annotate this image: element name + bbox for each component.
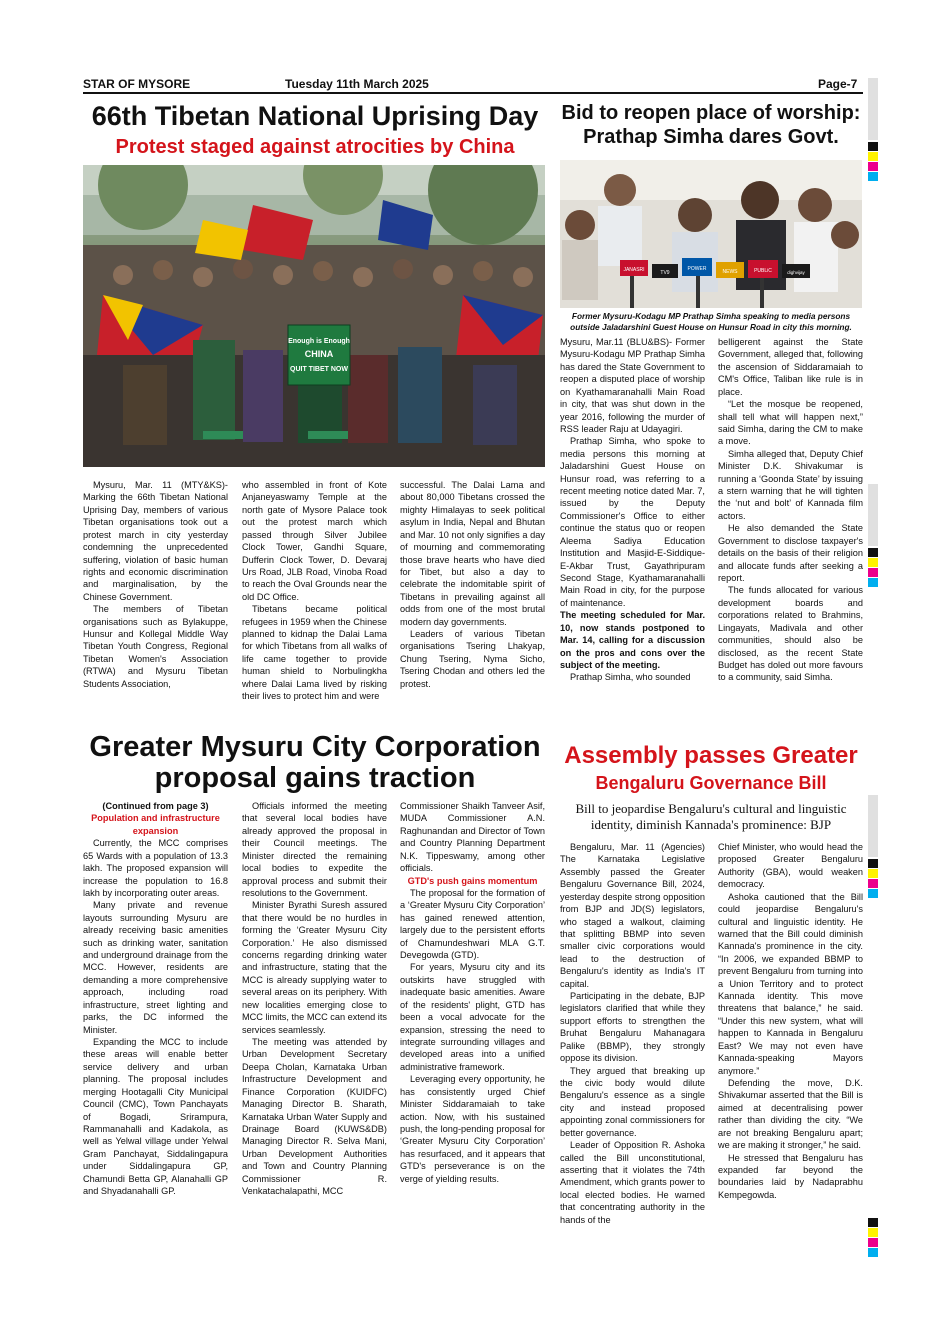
bengaluru-col2-p1: Chief Minister, who would head the proposed Greater Bengaluru Authority (GBA), would weaken democracy.: [718, 842, 863, 890]
bengaluru-column-2: [718, 841, 863, 1201]
worship-headline-line2: Prathap Simha dares Govt.: [583, 126, 839, 148]
worship-col1-p4: Prathap Simha, who sounded: [570, 672, 691, 683]
registration-magenta-3: [868, 879, 878, 888]
mcc-col1-p3: Expanding the MCC to include these areas will enable better service delivery and urban planning. The proposal includes merging Hootagalli City Municipal Council (CMC), Town Panchayats of Bogadi, Srirampura, Rammanahalli and Kadakola, as well as Yelwal village under Yelwal Gram Panchayat, Siddalingapura under Siddalingapura GP, Chamundi Betta GP, Alanahalli GP and Shyadanahalli GP.: [83, 1037, 228, 1197]
tibet-protest-photo: [83, 165, 545, 467]
worship-column-1: [560, 336, 705, 684]
registration-magenta-4: [868, 1238, 878, 1247]
print-margin-bar-3: [868, 795, 878, 857]
bengaluru-col1-p3: They argued that breaking up the civic body would dilute Bengaluru's essence as a single city and instead proposed appointing zonal commissioners for better governance.: [560, 1065, 705, 1138]
worship-col2-p3: Simha alleged that, Deputy Chief Minister D.K. Shivakumar is running a ‘Goonda State’ by issuing a stern warning that he will tighten the ‘nut and bolt’ of Kannada film actors.: [718, 448, 863, 521]
mcc-subhead-gtd: GTD's push gains momentum: [407, 875, 538, 886]
tibet-col2-p2: Tibetans became political refugees in 1959 when the Chinese planned to kidnap the Dalai Lama for which Tibetans from all walks of life came together to provide human shield to Norbulingkha where Dalai Lama lived by risking their lives to protect him and were: [242, 604, 387, 702]
tibet-col3-p2: Leaders of various Tibetan organisations Tsering Lhakyap, Chung Tsering, Nyma Sicho, Tsering Chodan and others led the protest.: [400, 629, 545, 689]
bengaluru-subhead: Bengaluru Governance Bill: [595, 773, 827, 793]
registration-yellow-4: [868, 1228, 878, 1237]
bengaluru-column-1: [560, 841, 705, 1226]
simha-media-photo: [560, 160, 862, 308]
mcc-col2-p2: Minister Byrathi Suresh assured that there would be no hurdles in forming the ‘Greater Mysuru City Corporation.’ He also dismissed concerns regarding drinking water and infrastructure, stating that the MCC is already supplying water to several areas on its periphery. With new localities emerging close to MCC limits, the MCC can extend its services seamlessly.: [242, 900, 387, 1035]
mcc-col3-p2: The proposal for the formation of a ‘Greater Mysuru City Corporation’ has gained renewed attention, largely due to the persistent efforts of Chamundeshwari MLA G.T. Devegowda (GTD).: [400, 887, 545, 961]
tibet-col2-p1: who assembled in front of Kote Anjaneyaswamy Temple at the north gate of Mysore Palace took out the protest march which passed through Silver Jubilee Clock Tower, Gandhi Square, Dufferin Clock Tower, D. Devaraj Urs Road, JLB Road, Vinoba Road to reach the Oval Grounds near the old DC Office.: [242, 480, 387, 602]
worship-col1-p3: The meeting scheduled for Mar. 10, now stands postponed to Mar. 14, calling for a discussion on the pros and cons over the subject of the meeting.: [560, 610, 705, 670]
mcc-col1-p1: Currently, the MCC comprises 65 Wards with a population of 13.3 lakh. The proposed expansion will increase the population to 16.8 lakh by incorporating outer areas.: [83, 838, 228, 898]
bengaluru-col1-p4: Leader of Opposition R. Ashoka called the Bill unconstitutional, asserting that it violates the 74th Amendment, which grants power to local elected bodies. He warned that concentrating authority in the hands of the: [560, 1140, 705, 1225]
registration-cyan-1: [868, 172, 878, 181]
worship-col1-p1: Mysuru, Mar.11 (BLU&BS)- Former Mysuru-Kodagu MP Prathap Simha has dared the State Government to reopen a disputed place of worship on Kyathamaranahalli Main Road in city, that was shut down in the year 2016, following the murder of RSS leader Raju at Udayagiri.: [560, 337, 705, 434]
registration-magenta-2: [868, 568, 878, 577]
masthead-paper: STAR OF MYSORE: [83, 77, 191, 91]
mcc-column-2: [242, 800, 387, 1198]
registration-cyan-2: [868, 578, 878, 587]
tibet-column-1: [83, 479, 228, 690]
tibet-col1-p1: Mysuru, Mar. 11 (MTY&KS)- Marking the 66th Tibetan National Uprising Day, members of various Tibetan organisations took out a protest march in city yesterday condemning the unprecedented suffering, violation of basic human rights and economic discrimination and marginalisation, by the Chinese Government.: [83, 480, 228, 602]
masthead-rule: [83, 92, 863, 94]
registration-yellow-1: [868, 152, 878, 161]
media-scrum-illustration: [560, 160, 862, 308]
mcc-headline-line2: proposal gains traction: [154, 762, 476, 794]
registration-black-3: [868, 859, 878, 868]
print-margin-bar-1: [868, 78, 878, 140]
tibet-column-3: [400, 479, 545, 690]
registration-yellow-3: [868, 869, 878, 878]
bengaluru-col2-p4: He stressed that Bengaluru has expanded far beyond the boundaries laid by Nadaprabhu Kempegowda.: [718, 1152, 863, 1200]
tibet-protest-illustration: [83, 165, 545, 467]
bengaluru-headline: Assembly passes Greater: [564, 742, 858, 769]
mcc-subhead-population: Population and infrastructure expansion: [91, 813, 220, 836]
placard-line-2: CHINA: [304, 349, 334, 359]
mic-label-4: NEWS: [722, 269, 738, 275]
mcc-continued-note: (Continued from page 3): [102, 801, 209, 811]
mic-label-2: TV9: [660, 270, 670, 276]
registration-yellow-2: [868, 558, 878, 567]
placard-line-3: QUIT TIBET NOW: [290, 366, 348, 373]
mcc-col2-p1: Officials informed the meeting that several local bodies have already approved the proposal in their Council meetings. The Minister directed the remaining local bodies to expedite the approval process and submit their resolutions to the Government.: [242, 801, 387, 898]
registration-cyan-4: [868, 1248, 878, 1257]
mcc-col1-p2: Many private and revenue layouts surrounding Mysuru are already receiving basic amenities such as drinking water, sanitation and underground drainage from the MCC. However, residents are demanding a more comprehensive approach, including road infrastructure, street lighting and parks, the DC informed the Minister.: [83, 900, 228, 1035]
simha-photo-caption: Former Mysuru-Kodagu MP Prathap Simha speaking to media persons outside Jaladarshini Guest House on Hunsur Road in city this morning.: [570, 311, 852, 332]
registration-magenta-1: [868, 162, 878, 171]
mic-label-3: POWER: [687, 266, 707, 272]
mic-label-5: PUBLiC: [754, 268, 772, 274]
registration-black-1: [868, 142, 878, 151]
mcc-col3-p4: Leveraging every opportunity, he has consistently urged Chief Minister Siddaramaiah to take action. Now, with his sustained push, the long-pending proposal for ‘Greater Mysuru City Corporation’ has resurfaced, and it appears that GTD's perseverance is on the verge of yielding results.: [400, 1074, 545, 1184]
bengaluru-col2-p3: Defending the move, D.K. Shivakumar asserted that the Bill is aimed at decentralising power rather than dividing the city. “We are not breaking Bengaluru apart; we are making it stronger,” he said.: [718, 1078, 863, 1151]
worship-col2-p2: “Let the mosque be reopened, shall tell what will happen next,” said Simha, daring the CM to make a move.: [718, 399, 863, 447]
tibet-column-2: [242, 479, 387, 703]
mcc-col3-p3: For years, Mysuru city and its outskirts have struggled with inadequate basic amenities. Aware of the residents' plight, GTD has been a vocal advocate for the expansion, stressing the need to integrate surrounding villages and developed areas into a unified administrative framework.: [400, 962, 545, 1072]
mcc-col2-p3: The meeting was attended by Urban Development Secretary Deepa Cholan, Karnataka Urban Infrastructure Development and Finance Corporation (KUIDFC) Managing Director B. Sharath, Karnataka Urban Water Supply and Drainage Board (KUWS&DB) Managing Director R. Selva Mani, Urban Development Authorities and Town and Country Planning Commissioner R. Venkatachalapathi, MCC: [242, 1037, 387, 1197]
mcc-headline-line1: Greater Mysuru City Corporation: [89, 731, 541, 763]
masthead-page: Page-7: [818, 77, 858, 91]
bengaluru-col1-p2: Participating in the debate, BJP legislators clarified that while they support efforts to strengthen the Bruhat Bengaluru Mahanagara Palike (BBMP), they strongly oppose its division.: [560, 991, 705, 1064]
registration-cyan-3: [868, 889, 878, 898]
worship-col2-p5: The funds allocated for various development boards and corporations related to Brahmins, Lingayats, Madivala and other communities, should also be disclosed, as the recent State Budget has doled out more favours to a community, said Simha.: [718, 585, 863, 683]
bengaluru-deck: Bill to jeopardise Bengaluru's cultural and linguistic identity, diminish Kannada's prominence: BJP: [575, 801, 847, 833]
tibet-subhead: Protest staged against atrocities by China: [115, 136, 515, 158]
mic-label-6: dighvijay: [787, 270, 805, 275]
mcc-col3-p1: Commissioner Shaikh Tanveer Asif, MUDA Commissioner A.N. Raghunandan and Director of Town and Country Planning Department N.K. Tippeswamy, among other officials.: [400, 801, 545, 874]
print-margin-bar-2: [868, 484, 878, 546]
registration-black-4: [868, 1218, 878, 1227]
bengaluru-col1-p1: Bengaluru, Mar. 11 (Agencies) The Karnataka Legislative Assembly passed the Greater Bengaluru Governance Bill, 2024, yesterday despite strong opposition from BJP and JD(S) legislators, who staged a walkout, claiming that splitting BBMP into seven smaller civic corporations would lead to the destruction of Bengaluru's identity as India's IT capital.: [560, 842, 705, 989]
worship-column-2: [718, 336, 863, 684]
tibet-col3-p1: successful. The Dalai Lama and about 80,000 Tibetans crossed the mighty Himalayas to seek political asylum in India, Nepal and Bhutan and Mar. 10 not only signifies a day of mourning and commemorating those brave hearts who have died for Tibet, but also a day to celebrate the indomitable spirit of Tibetans in prevailing against all odds from one of the most brutal modern day governments.: [400, 480, 545, 627]
worship-col1-p2: Prathap Simha, who spoke to media persons this morning at Jaladarshini Guest House on Hunsur road, was referring to a recent meeting notice dated Mar. 7, issued by the Deputy Commissioner's Office to either continue the status quo or reopen Aleema Sadiya Education Institution and Masjid-E-Siddique-E-Akbar Trust, Gayathripuram Second Stage, Kyathamaranahalli Main Road in city, for the purpose of maintenance.: [560, 436, 705, 608]
bengaluru-col2-p2: Ashoka cautioned that the Bill could jeopardise Bengaluru's cultural and linguistic identity. He warned that the Bill could diminish Kannada's prominence in the city. “In 2006, we expanded BBMP to prevent Bengaluru from turning into a Union Territory and to protect Kannada identity. This move threatens that balance,” he said. “Under this new system, what will happen to Kannada in Bengaluru East? We may not even have Kannada-speaking Mayors anymore.”: [718, 891, 863, 1076]
worship-col2-p1: belligerent against the State Government, alleged that, following the ascension of Siddaramaiah to CM's Office, Taliban like rule is in place.: [718, 337, 863, 397]
tibet-headline: 66th Tibetan National Uprising Day: [91, 101, 539, 131]
mcc-column-3: [400, 800, 545, 1185]
masthead-date: Tuesday 11th March 2025: [285, 77, 429, 91]
mic-label-1: JANASRI: [623, 267, 645, 273]
worship-col2-p4: He also demanded the State Government to disclose taxpayer's details on the basis of their religion and allocate funds after seeking a report.: [718, 523, 863, 584]
placard-line-1: Enough is Enough: [288, 338, 350, 345]
registration-black-2: [868, 548, 878, 557]
worship-headline-line1: Bid to reopen place of worship:: [561, 102, 861, 124]
tibet-col1-p2: The members of Tibetan organisations such as Bylakuppe, Hunsur and Kollegal Middle Way Tibetan Youth Congress, Regional Tibetan Women's Association (RTWA) and Mysuru Tibetan Students Association,: [83, 604, 228, 689]
mcc-column-1: [83, 800, 228, 1198]
